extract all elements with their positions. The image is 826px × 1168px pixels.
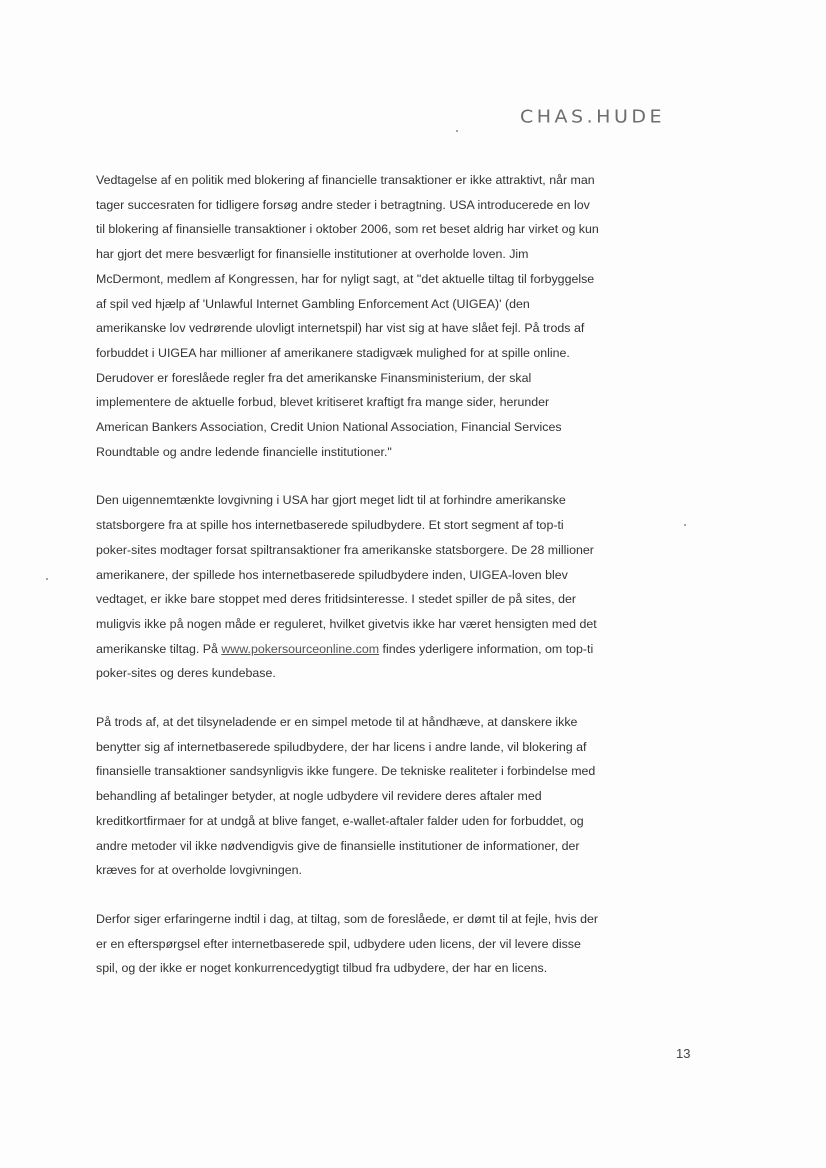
text-line: poker-sites modtager forsat spiltransaktioner fra amerikanske statsborgere. De 28 millioner bbox=[96, 542, 594, 557]
text-line: amerikanske lov vedrørende ulovligt internetspil) har vist sig at have slået fejl. På trods af bbox=[96, 321, 585, 336]
text-line: forbuddet i UIGEA har millioner af amerikanere stadigvæk mulighed for at spille online. bbox=[96, 345, 570, 360]
paragraph-3 bbox=[96, 710, 698, 883]
text-line: Derudover er foreslåede regler fra det amerikanske Finansministerium, der skal bbox=[96, 370, 532, 385]
page-number: 13 bbox=[676, 1046, 691, 1061]
company-logo: CHAS.HUDE bbox=[520, 106, 665, 128]
text-line: Den uigennemtænkte lovgivning i USA har gjort meget lidt til at forhindre amerikanske bbox=[96, 493, 566, 508]
document-body bbox=[96, 168, 698, 981]
text-line: til blokering af finansielle transaktioner i oktober 2006, som ret beset aldrig har virket og kun bbox=[96, 222, 599, 237]
paragraph-4 bbox=[96, 907, 698, 981]
text-line: American Bankers Association, Credit Union National Association, Financial Services bbox=[96, 420, 562, 435]
text-line-with-link bbox=[96, 637, 698, 662]
text-line: muligvis ikke på nogen måde er reguleret, hvilket givetvis ikke har været hensigten med det bbox=[96, 616, 597, 631]
text-line: Derfor siger erfaringerne indtil i dag, at tiltag, som de foreslåede, er dømt til at fejle, hvis der bbox=[96, 911, 599, 926]
text-line: Vedtagelse af en politik med blokering af financielle transaktioner er ikke attraktivt, når man bbox=[96, 173, 595, 187]
text-line: implementere de aktuelle forbud, blevet kritiseret kraftigt fra mange sider, herunder bbox=[96, 395, 550, 410]
website-link[interactable]: www.pokersourceonline.com bbox=[221, 641, 380, 656]
text-line: andre metoder vil ikke nødvendigvis give de finansielle institutioner de informationer, der bbox=[96, 838, 580, 853]
scan-speck bbox=[456, 130, 458, 132]
text-line: kreditkortfirmaer for at undgå at blive fanget, e-wallet-aftaler falder uden for forbuddet, og bbox=[96, 813, 584, 828]
text-line: På trods af, at det tilsyneladende er en simpel metode til at håndhæve, at danskere ikke bbox=[96, 715, 578, 730]
text-line: har gjort det mere besværligt for finansielle institutioner at overholde loven. Jim bbox=[96, 247, 529, 262]
text-line: af spil ved hjælp af 'Unlawful Internet Gambling Enforcement Act (UIGEA)' (den bbox=[96, 296, 530, 311]
text-line: vedtaget, er ikke bare stoppet med deres fritidsinteresse. I stedet spiller de på sites, der bbox=[96, 592, 577, 607]
text-line: behandling af betalinger betyder, at nogle udbydere vil revidere deres aftaler med bbox=[96, 789, 542, 804]
text-line: finansielle transaktioner sandsynligvis ikke fungere. De tekniske realiteter i forbindelse med bbox=[96, 764, 596, 779]
paragraph-1 bbox=[96, 168, 698, 464]
link-prefix: amerikanske tiltag. På bbox=[96, 641, 222, 656]
scan-speck bbox=[46, 578, 48, 580]
text-line: Roundtable og andre ledende financielle institutioner." bbox=[96, 444, 392, 459]
link-suffix: findes yderligere information, om top-ti bbox=[379, 641, 594, 656]
text-line: spil, og der ikke er noget konkurrencedygtigt tilbud fra udbydere, der har en licens. bbox=[96, 961, 548, 976]
paragraph-2 bbox=[96, 488, 698, 686]
text-line: tager succesraten for tidligere forsøg andre steder i betragtning. USA introducerede en lov bbox=[96, 197, 590, 212]
text-line: statsborgere fra at spille hos internetbaserede spiludbydere. Et stort segment af top-ti bbox=[96, 518, 564, 533]
scan-speck bbox=[684, 524, 686, 526]
text-line: poker-sites og deres kundebase. bbox=[96, 666, 276, 681]
text-line: benytter sig af internetbaserede spiludbydere, der har licens i andre lande, vil blokering af bbox=[96, 739, 587, 754]
text-line: er en efterspørgsel efter internetbaserede spil, udbydere uden licens, der vil levere disse bbox=[96, 936, 581, 951]
text-line: amerikanere, der spillede hos internetbaserede spiludbydere inden, UIGEA-loven blev bbox=[96, 567, 568, 582]
text-line: McDermont, medlem af Kongressen, har for nyligt sagt, at "det aktuelle tiltag til forbyggelse bbox=[96, 271, 595, 286]
text-line: kræves for at overholde lovgivningen. bbox=[96, 863, 302, 878]
